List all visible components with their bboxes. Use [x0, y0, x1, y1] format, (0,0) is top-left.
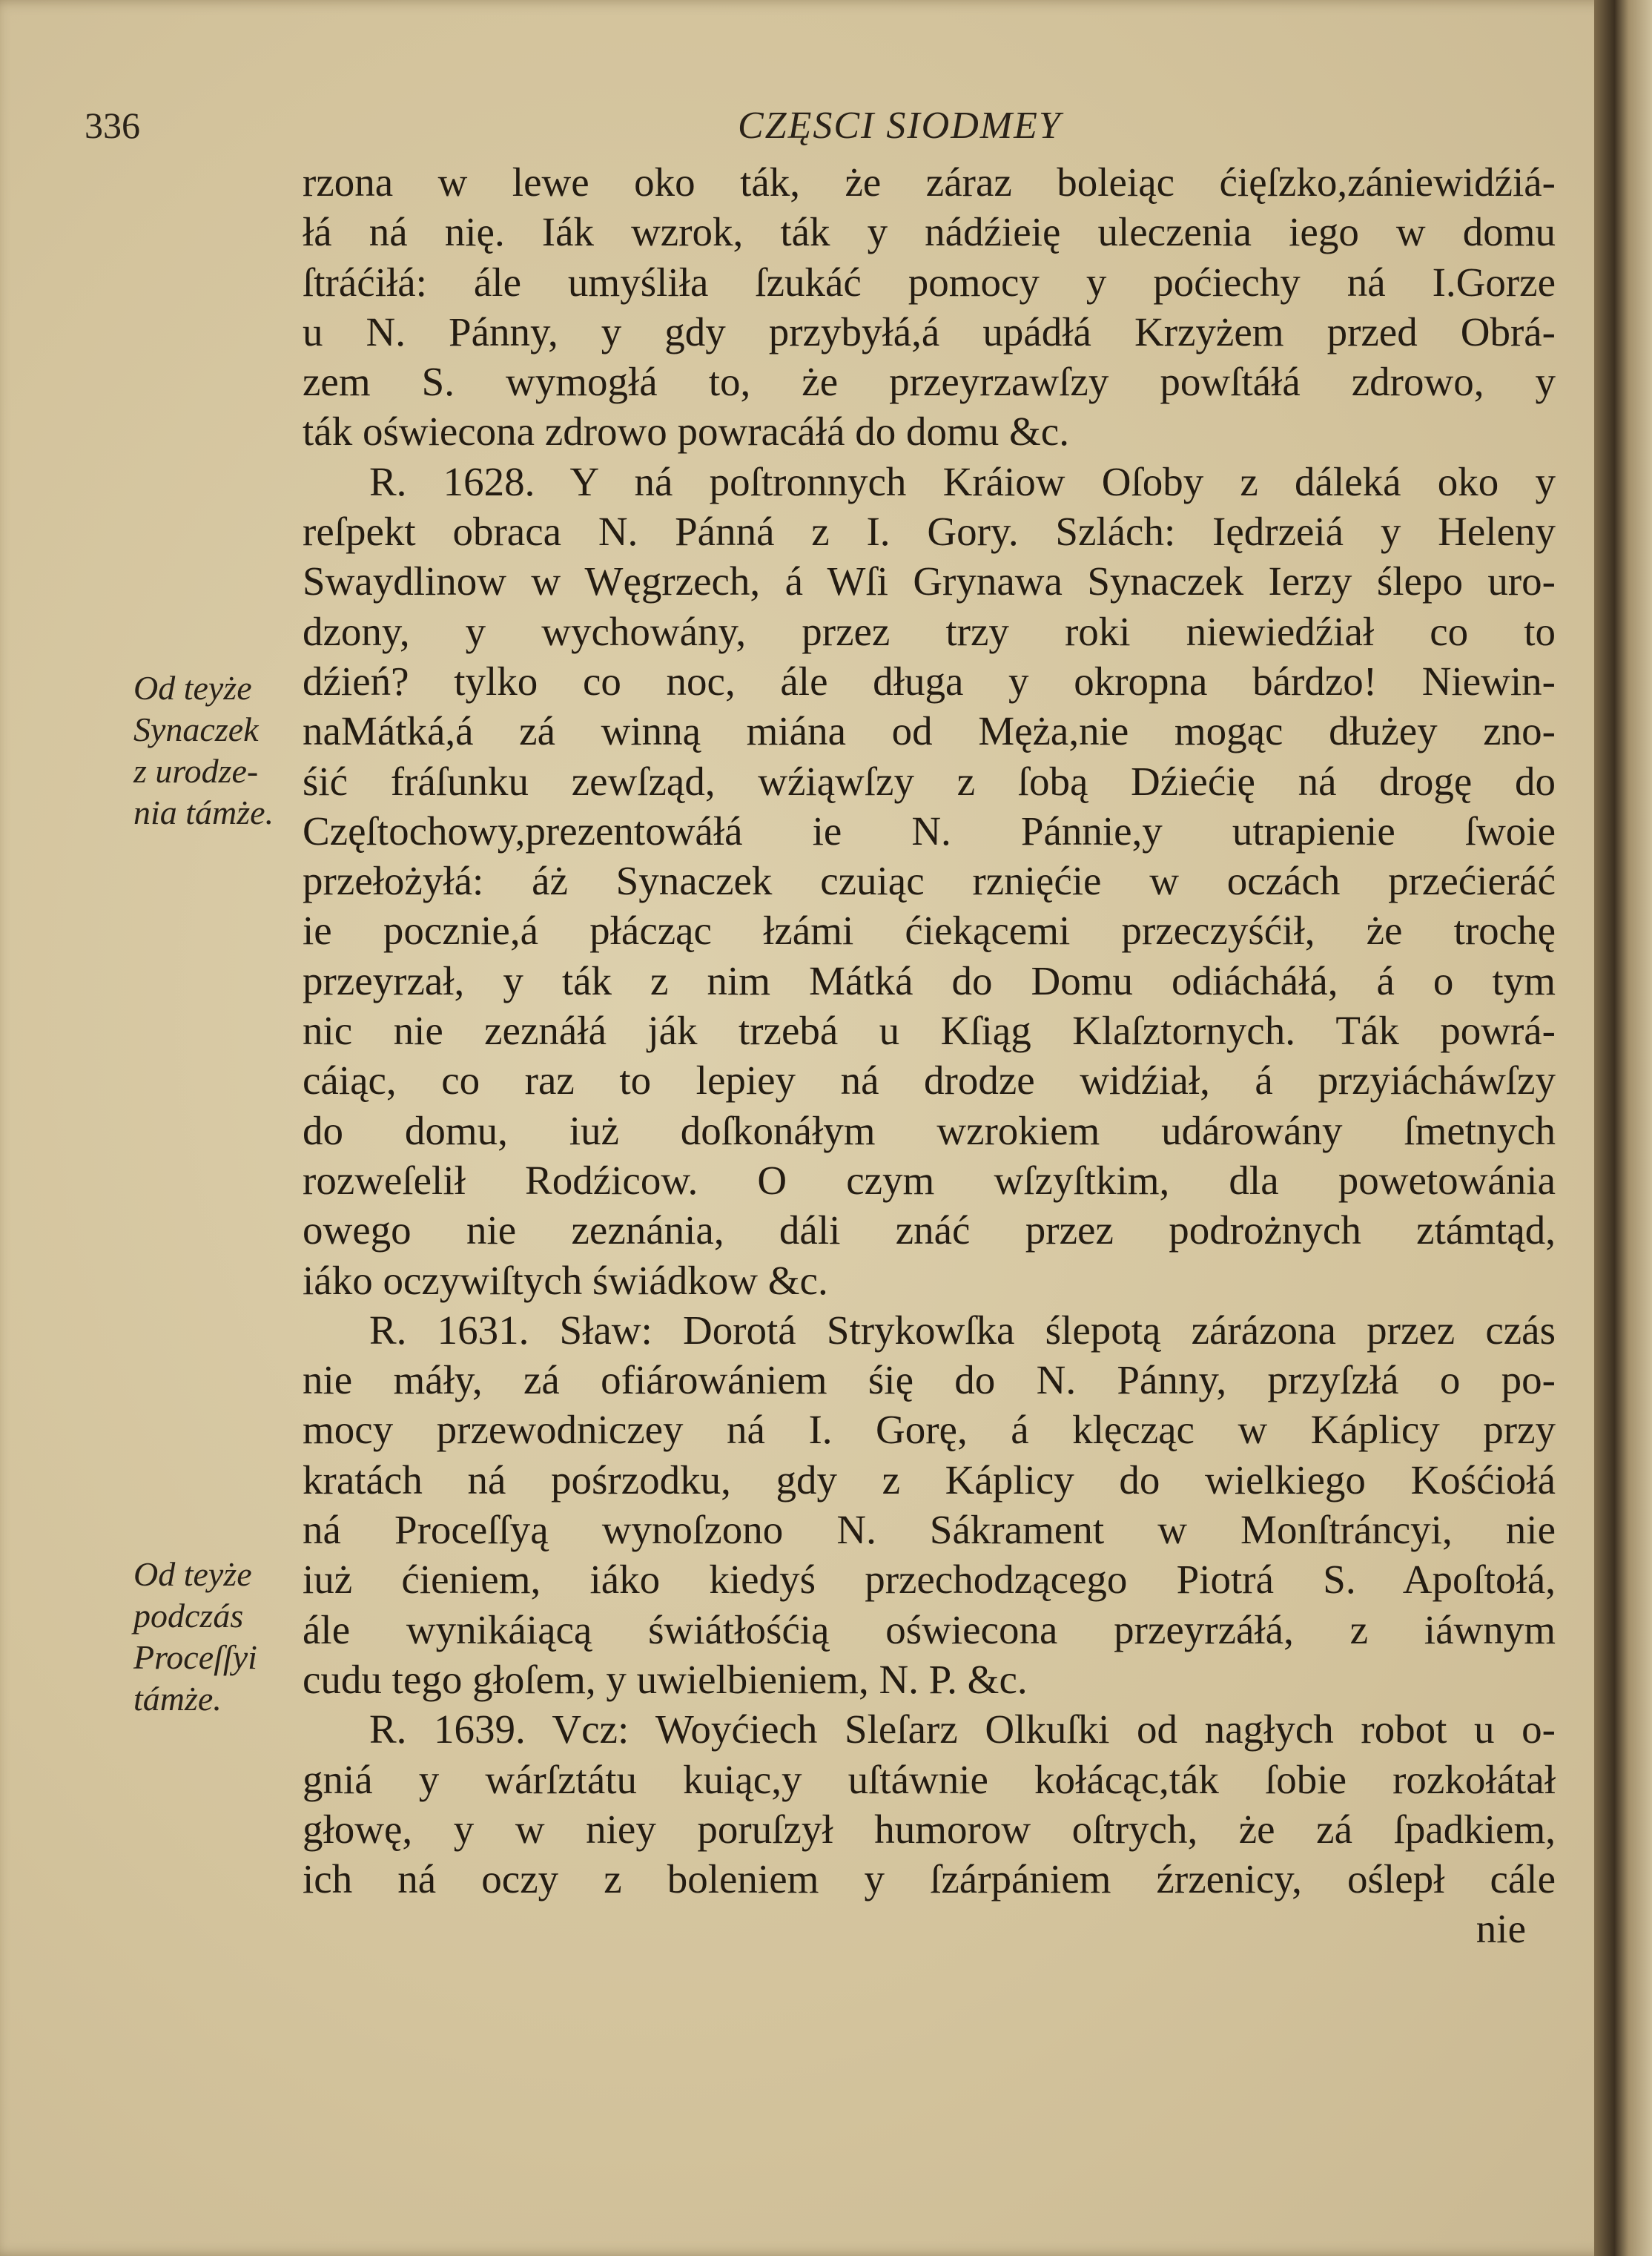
text-line: łá ná nię. Iák wzrok, ták y nádźieię uleczenia iego w domu: [303, 209, 1556, 255]
text-line: rzona w lewe oko ták, że záraz boleiąc ćięſzko,zániewidźiá-: [303, 159, 1556, 205]
text-line: naMátká,á zá winną miána od Męża,nie mogąc dłużey zno-: [303, 708, 1556, 754]
margin-note-line: podczás: [133, 1597, 244, 1635]
text-line: Częſtochowy,prezentowáłá ie N. Pánnie,y utrapienie ſwoie: [303, 808, 1556, 854]
text-line: reſpekt obraca N. Pánná z I. Gory. Szlách: Iędrzeiá y Heleny: [303, 509, 1556, 555]
text-line: R. 1631. Sław: Dorotá Strykowſka ślepotą zárázona przez czás: [369, 1307, 1556, 1353]
text-line: kratách ná pośrzodku, gdy z Káplicy do wielkiego Kośćiołá: [303, 1457, 1556, 1503]
margin-note-line: nia támże.: [133, 794, 274, 831]
margin-note-1: [133, 667, 311, 834]
text-line: gniá y wárſztátu kuiąc,y uſtáwnie kołácąc,ták ſobie rozkołátał: [303, 1756, 1556, 1802]
text-line: śić fráſunku zewſząd, wźiąwſzy z ſobą Dźiećię ná drogę do: [303, 758, 1556, 804]
margin-note-line: Synaczek: [133, 710, 259, 748]
text-line: R. 1639. Vcz: Woyćiech Sleſarz Olkuſki od nagłych robot u o-: [369, 1706, 1556, 1752]
text-line: R. 1628. Y ná poſtronnych Kráiow Oſoby z dáleká oko y: [369, 458, 1556, 504]
text-line: ták oświecona zdrowo powracáłá do domu &c.: [303, 409, 1069, 455]
text-line: przeyrzał, y ták z nim Mátká do Domu odiácháłá, á o tym: [303, 957, 1556, 1003]
text-line: nie máły, zá ofiárowániem śię do N. Pánny, przyſzłá o po-: [303, 1357, 1556, 1403]
text-line: cudu tego głoſem, y uwielbieniem, N. P. &c.: [303, 1656, 1028, 1702]
page-number: 336: [85, 105, 140, 146]
text-line: do domu, iuż doſkonáłym wzrokiem udárowány ſmetnych: [303, 1107, 1556, 1153]
text-line: ná Proceſſyą wynoſzono N. Sákrament w Monſtráncyi, nie: [303, 1507, 1556, 1553]
text-line: ſtráćiłá: ále umyśliła ſzukáć pomocy y poćiechy ná I.Gorze: [303, 259, 1556, 305]
text-line: owego nie zeznánia, dáli znáć przez podrożnych ztámtąd,: [303, 1207, 1556, 1253]
text-line: iuż ćieniem, iáko kiedyś przechodzącego Piotrá S. Apoſtołá,: [303, 1557, 1556, 1603]
text-line: zem S. wymogłá to, że przeyrzawſzy powſtáłá zdrowo, y: [303, 359, 1556, 405]
text-line: mocy przewodniczey ná I. Gorę, á klęcząc w Káplicy przy: [303, 1407, 1556, 1453]
book-edge: [1594, 0, 1652, 2256]
margin-note-line: z urodze-: [133, 752, 259, 790]
text-line: cáiąc, co raz to lepiey ná drodze widźiał, á przyiácháwſzy: [303, 1058, 1556, 1104]
text-line: rozweſelił Rodźicow. O czym wſzyſtkim, dla powetowánia: [303, 1157, 1556, 1203]
text-line: dźień? tylko co noc, ále długa y okropna bárdzo! Niewin-: [303, 658, 1556, 704]
text-line: ich ná oczy z boleniem y ſzárpániem źrzenicy, oślepł cále: [303, 1856, 1556, 1902]
margin-note-2: [133, 1554, 311, 1720]
text-line: nic nie zeznáłá ják trzebá u Kſiąg Klaſztornych. Ták powrá-: [303, 1008, 1556, 1054]
margin-note-line: Od teyże: [133, 1555, 252, 1593]
margin-note-line: Proceſſyi: [133, 1638, 257, 1676]
margin-note-line: Od teyże: [133, 669, 252, 707]
text-line: ie pocznie,á płácząc łzámi ćiekącemi przeczyśćił, że trochę: [303, 908, 1556, 954]
margin-note-line: támże.: [133, 1680, 222, 1718]
running-title: CZĘSCI SIODMEY: [738, 105, 1062, 147]
body-text: [303, 157, 1556, 1954]
text-line: u N. Pánny, y gdy przybyłá,á upádłá Krzyżem przed Obrá-: [303, 309, 1556, 354]
text-line: Swaydlinow w Węgrzech, á Wſi Grynawa Synaczek Ierzy ślepo uro-: [303, 558, 1556, 604]
text-line: iáko oczywiſtych świádkow &c.: [303, 1257, 828, 1303]
text-line: ále wynikáiącą świátłośćią oświecona przeyrzáłá, z iáwnym: [303, 1606, 1556, 1652]
text-line: przełożyłá: áż Synaczek czuiąc rznięćie w oczách przećieráć: [303, 858, 1556, 904]
text-line: głowę, y w niey poruſzył humorow oſtrych, że zá ſpadkiem,: [303, 1806, 1556, 1852]
catchword: nie: [1476, 1906, 1526, 1952]
text-line: dzony, y wychowány, przez trzy roki niewiedźiał co to: [303, 608, 1556, 654]
